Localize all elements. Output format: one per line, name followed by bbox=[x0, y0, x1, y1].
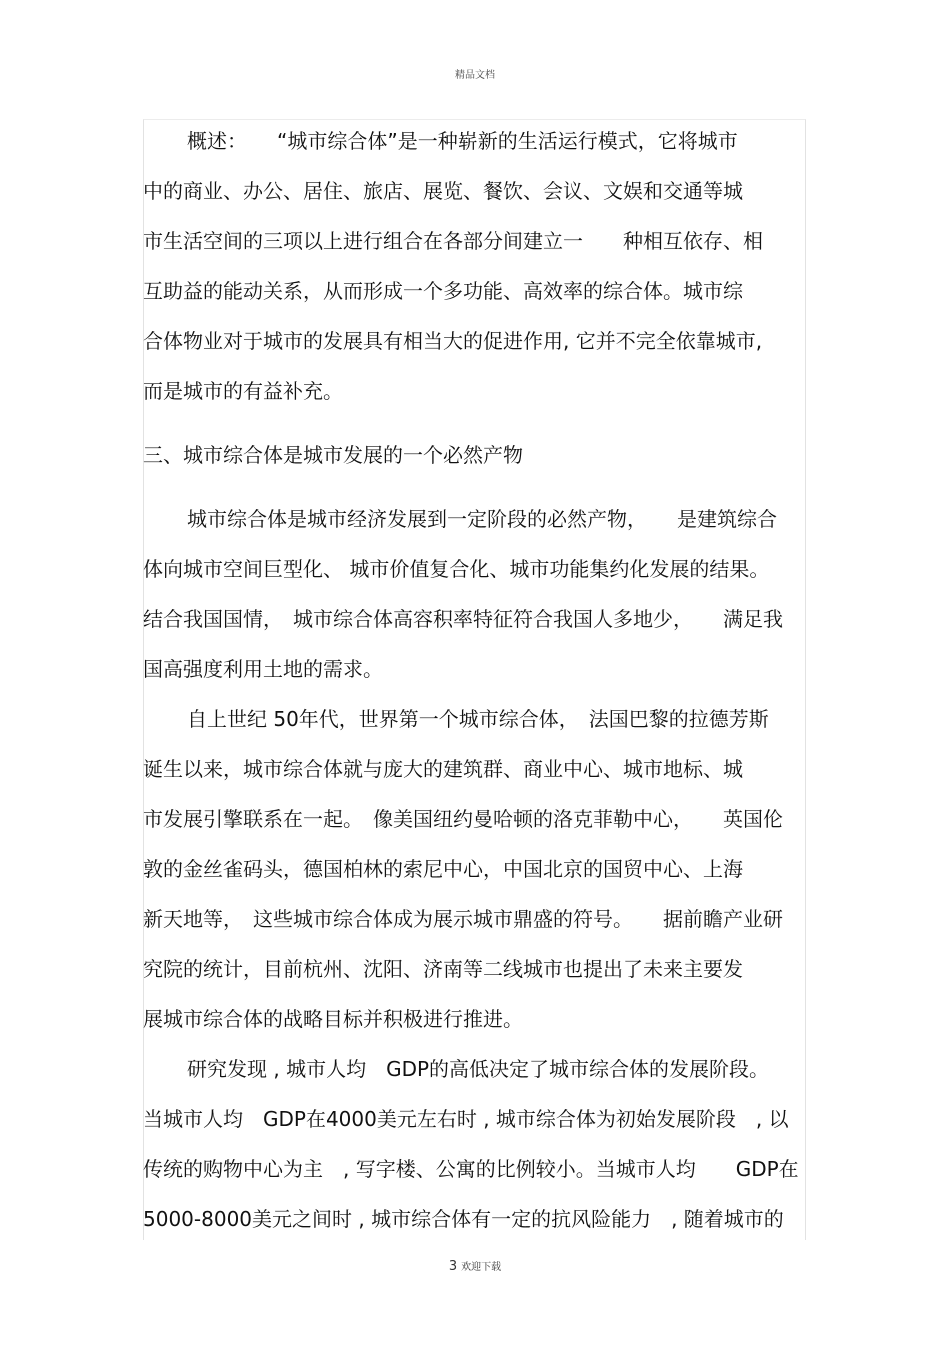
footer-text: 欢迎下载 bbox=[461, 1262, 502, 1273]
text-line: 研究发现 , 城市人均 GDP的高低决定了城市综合体的发展阶段。 bbox=[187, 1057, 770, 1081]
page-footer bbox=[0, 1258, 950, 1274]
text-line: 传统的购物中心为主 , 写字楼、公寓的比例较小。当城市人均 GDP在 bbox=[143, 1157, 799, 1181]
text-line: 概述： “城市综合体”是一种崭新的生活运行模式，它将城市 bbox=[187, 129, 738, 153]
text-line: 体向城市空间巨型化、 城市价值复合化、城市功能集约化发展的结果。 bbox=[143, 557, 770, 581]
text-line: 展城市综合体的战略目标并积极进行推进。 bbox=[143, 1007, 523, 1031]
paragraph-necessity bbox=[143, 502, 806, 702]
text-line: 敦的金丝雀码头，德国柏林的索尼中心，中国北京的国贸中心、上海 bbox=[143, 857, 743, 881]
text-line: 自上世纪 50年代，世界第一个城市综合体， 法国巴黎的拉德芳斯 bbox=[187, 707, 769, 731]
text-line: 诞生以来，城市综合体就与庞大的建筑群、商业中心、城市地标、城 bbox=[143, 757, 743, 781]
document-body bbox=[143, 124, 806, 1252]
text-line: 结合我国国情， 城市综合体高容积率特征符合我国人多地少， 满足我 bbox=[143, 607, 783, 631]
text-line: 5000-8000美元之间时 , 城市综合体有一定的抗风险能力 , 随着城市的 bbox=[143, 1207, 784, 1231]
text-line: 合体物业对于城市的发展具有相当大的促进作用, 它并不完全依靠城市, bbox=[143, 329, 763, 353]
text-line: 而是城市的有益补充。 bbox=[143, 379, 343, 403]
text-line: 当城市人均 GDP在4000美元左右时 , 城市综合体为初始发展阶段 , 以 bbox=[143, 1107, 789, 1131]
text-line: 市发展引擎联系在一起。 像美国纽约曼哈顿的洛克菲勒中心， 英国伦 bbox=[143, 807, 783, 831]
text-line: 城市综合体是城市经济发展到一定阶段的必然产物， 是建筑综合 bbox=[187, 507, 777, 531]
paragraph-history bbox=[143, 702, 806, 1052]
page-header: 精品文档 bbox=[455, 70, 495, 81]
section-heading: 三、城市综合体是城市发展的一个必然产物 bbox=[143, 443, 523, 467]
text-line: 究院的统计，目前杭州、沈阳、济南等二线城市也提出了未来主要发 bbox=[143, 957, 743, 981]
text-line: 新天地等， 这些城市综合体成为展示城市鼎盛的符号。 据前瞻产业研 bbox=[143, 907, 783, 931]
text-line: 互助益的能动关系，从而形成一个多功能、高效率的综合体。城市综 bbox=[143, 279, 743, 303]
text-line: 中的商业、办公、居住、旅店、展览、餐饮、会议、文娱和交通等城 bbox=[143, 179, 743, 203]
text-line: 国高强度利用土地的需求。 bbox=[143, 657, 383, 681]
paragraph-overview bbox=[143, 124, 806, 424]
page-number: 3 bbox=[448, 1259, 458, 1274]
text-line: 市生活空间的三项以上进行组合在各部分间建立一 种相互依存、相 bbox=[143, 229, 763, 253]
paragraph-gdp bbox=[143, 1052, 806, 1252]
